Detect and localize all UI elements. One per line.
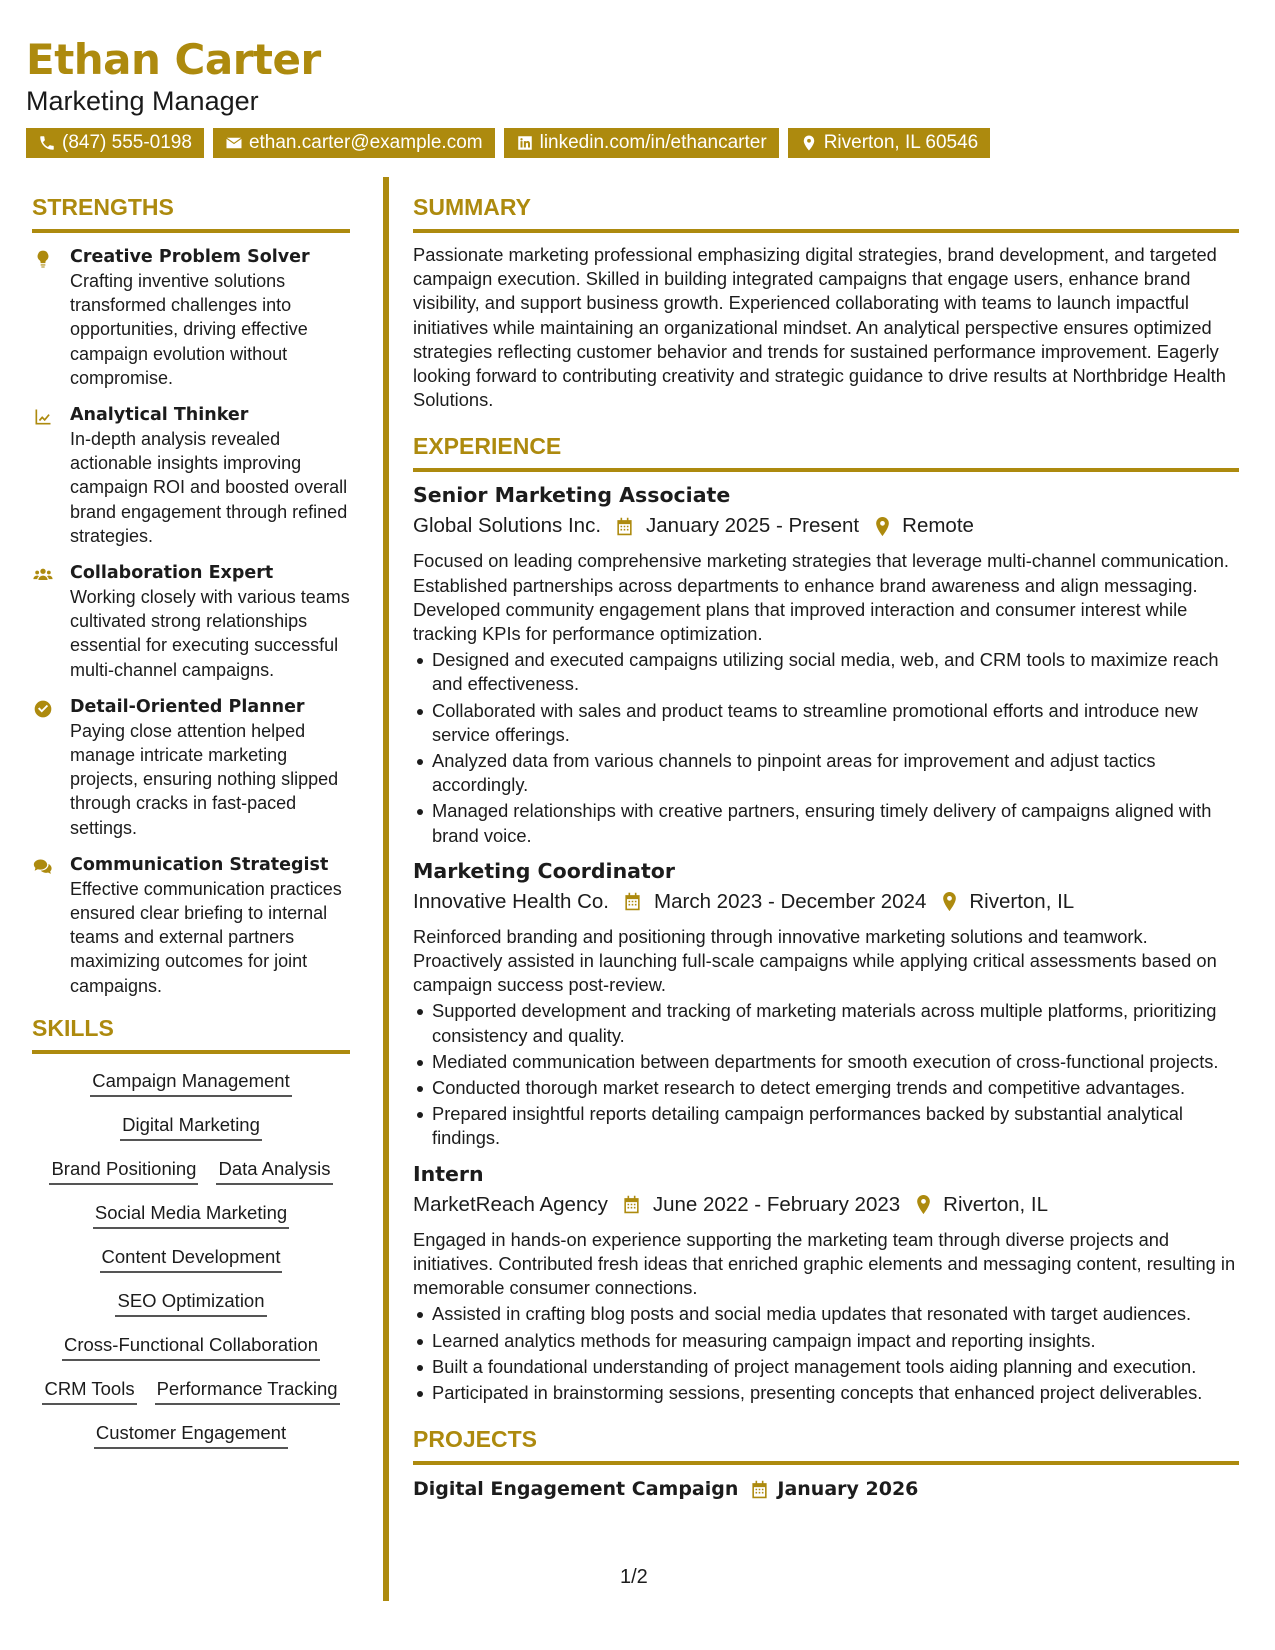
- job-location: Remote: [902, 514, 974, 538]
- job-entry: [413, 857, 1239, 1151]
- strength-item: [32, 245, 350, 390]
- chart-line-icon: [32, 407, 54, 427]
- strength-title: Analytical Thinker: [70, 405, 249, 426]
- strength-desc: In-depth analysis revealed actionable insights improving campaign ROI and boosted overall brand engagement through refined strategies.: [70, 429, 348, 546]
- experience-title: EXPERIENCE: [413, 433, 562, 460]
- location-pin-icon: [942, 892, 957, 911]
- column-divider: [383, 177, 389, 1601]
- skill-row: [32, 1112, 350, 1141]
- skills-rule: [32, 1050, 350, 1054]
- strength-desc: Effective communication practices ensured clear briefing to internal teams and external partners maximizing outcomes for joint campaigns.: [70, 878, 342, 996]
- skill-tag: Content Development: [100, 1244, 283, 1273]
- job-description: Focused on leading comprehensive marketing strategies that leverage multi-channel communication. Established partnerships across departments to enhance brand awareness and align messaging. Developed community engagement plans that improved interaction and consumer interest while tracking KPIs for performance optimization.: [413, 550, 1229, 645]
- strength-title: Collaboration Expert: [70, 563, 274, 584]
- job-bullet: Managed relationships with creative partners, ensuring timely delivery of campaigns aligned with brand voice.: [413, 799, 1239, 847]
- strength-item: [32, 403, 350, 548]
- strength-title: Communication Strategist: [70, 854, 329, 875]
- job-bullet: Prepared insightful reports detailing campaign performances backed by substantial analytical findings.: [413, 1102, 1239, 1150]
- job-meta: [413, 887, 1239, 917]
- candidate-name: Ethan Carter: [26, 35, 321, 84]
- job-bullet: Supported development and tracking of marketing materials across multiple platforms, prioritizing consistency and quality.: [413, 999, 1239, 1047]
- project-name: Digital Engagement Campaign: [413, 1478, 739, 1501]
- strengths-title: STRENGTHS: [32, 194, 174, 220]
- job-bullet: Mediated communication between departments for smooth execution of cross-functional projects.: [413, 1050, 1239, 1074]
- location-pin-icon: [800, 134, 818, 152]
- contact-phone[interactable]: [26, 128, 204, 158]
- strength-item: [32, 695, 350, 840]
- skill-tag: Social Media Marketing: [93, 1200, 289, 1229]
- left-column: [32, 193, 350, 1449]
- job-bullet: Participated in brainstorming sessions, presenting concepts that enhanced project deliverables.: [413, 1381, 1239, 1405]
- job-bullet: Conducted thorough market research to detect emerging trends and competitive advantages.: [413, 1076, 1239, 1100]
- calendar-icon: [750, 1480, 769, 1499]
- experience-section: [413, 432, 1239, 1405]
- job-meta: [413, 1190, 1239, 1220]
- projects-rule: [413, 1461, 1239, 1465]
- job-bullet: Designed and executed campaigns utilizing social media, web, and CRM tools to maximize reach and effectiveness.: [413, 648, 1239, 696]
- skill-tag: Campaign Management: [90, 1068, 291, 1097]
- job-bullets: [413, 1302, 1239, 1405]
- job-location: Riverton, IL: [943, 1192, 1048, 1216]
- job-dates: March 2023 - December 2024: [654, 889, 927, 913]
- skills-section: [32, 1014, 350, 1449]
- skill-row: [32, 1244, 350, 1273]
- job-company: Innovative Health Co.: [413, 889, 610, 913]
- skill-row: [32, 1288, 350, 1317]
- job-bullet: Assisted in crafting blog posts and social media updates that resonated with target audiences.: [413, 1302, 1239, 1326]
- summary-rule: [413, 229, 1239, 233]
- skill-row: [32, 1332, 350, 1361]
- calendar-icon: [615, 517, 634, 536]
- job-meta: [413, 511, 1239, 541]
- contact-email[interactable]: [213, 128, 495, 158]
- job-title: Intern: [413, 1161, 484, 1186]
- skill-row: [32, 1200, 350, 1229]
- job-bullets: [413, 999, 1239, 1150]
- job-dates: January 2025 - Present: [646, 514, 860, 538]
- strength-desc: Crafting inventive solutions transformed challenges into opportunities, driving effective campaign evolution without compromise.: [70, 271, 308, 388]
- linkedin-icon: [516, 134, 534, 152]
- location-pin-icon: [916, 1195, 931, 1214]
- skill-row: [32, 1068, 350, 1097]
- job-bullet: Collaborated with sales and product teams to streamline promotional efforts and introduce new service offerings.: [413, 699, 1239, 747]
- job-bullet: Learned analytics methods for measuring campaign impact and reporting insights.: [413, 1329, 1239, 1353]
- skill-tag: Cross-Functional Collaboration: [62, 1332, 320, 1361]
- skill-tag: Performance Tracking: [155, 1376, 340, 1405]
- skill-row: [32, 1376, 350, 1405]
- page-number: 1/2: [620, 1566, 648, 1588]
- strength-desc: Working closely with various teams cultivated strong relationships essential for executing successful multi-channel campaigns.: [70, 587, 350, 680]
- skills-list: [32, 1068, 350, 1449]
- calendar-icon: [623, 892, 642, 911]
- contact-linkedin[interactable]: [504, 128, 779, 158]
- summary-text: Passionate marketing professional emphasizing digital strategies, brand development, and targeted campaign execution. Skilled in building integrated campaigns that engage users, enhance brand visibility, and support business growth. Experienced collaborating with teams to launch impactful initiatives while maintaining an organizational mindset. An analytical perspective ensures optimized strategies reflecting customer behavior and trends for sustained performance improvement. Eagerly looking forward to contributing creativity and strategic guidance to drive results at Northbridge Health Solutions.: [413, 244, 1226, 411]
- phone-icon: [38, 134, 56, 152]
- experience-rule: [413, 468, 1239, 472]
- job-dates: June 2022 - February 2023: [652, 1192, 901, 1216]
- skills-title: SKILLS: [32, 1014, 114, 1041]
- skill-tag: Digital Marketing: [120, 1112, 262, 1141]
- skill-row: [32, 1420, 350, 1449]
- strength-title: Detail-Oriented Planner: [70, 696, 305, 717]
- strengths-list: [32, 245, 350, 998]
- strength-item: [32, 561, 350, 682]
- job-location: Riverton, IL: [969, 889, 1075, 913]
- job-company: Global Solutions Inc.: [413, 514, 602, 538]
- contact-phone-text: (847) 555-0198: [62, 132, 192, 153]
- users-icon: [32, 565, 54, 585]
- lightbulb-icon: [32, 249, 54, 269]
- job-description: Engaged in hands-on experience supporting the marketing team through diverse projects and initiatives. Contributed fresh ideas that enriched graphic elements and messaging content, resulting in memorable consumer connections.: [413, 1228, 1236, 1299]
- summary-title: SUMMARY: [413, 194, 531, 220]
- projects-title: PROJECTS: [413, 1426, 537, 1453]
- job-bullet: Analyzed data from various channels to pinpoint areas for improvement and adjust tactics accordingly.: [413, 749, 1239, 797]
- skill-tag: Customer Engagement: [94, 1420, 288, 1449]
- job-entry: [413, 481, 1239, 847]
- skill-tag: CRM Tools: [42, 1376, 136, 1405]
- contact-location: [788, 128, 991, 158]
- summary-section: [413, 193, 1239, 412]
- contact-bar: [26, 128, 1246, 158]
- calendar-icon: [622, 1195, 641, 1214]
- contact-location-text: Riverton, IL 60546: [823, 132, 979, 153]
- contact-linkedin-text: linkedin.com/in/ethancarter: [539, 132, 767, 153]
- check-circle-icon: [32, 699, 54, 719]
- skill-row: [32, 1156, 350, 1185]
- job-title: Marketing Coordinator: [413, 858, 676, 883]
- project-date: January 2026: [777, 1478, 919, 1501]
- right-column: [413, 193, 1239, 1503]
- strength-title: Creative Problem Solver: [70, 247, 310, 267]
- job-entry: [413, 1160, 1239, 1405]
- job-title: Senior Marketing Associate: [413, 483, 731, 508]
- strengths-section: [32, 193, 350, 998]
- job-company: MarketReach Agency: [413, 1192, 608, 1216]
- job-description: Reinforced branding and positioning through innovative marketing solutions and teamwork. Proactively assisted in launching full-scale campaigns while applying critical assessments based on campaign success post-review.: [413, 925, 1217, 996]
- skill-tag: Brand Positioning: [49, 1156, 198, 1185]
- resume-header: [26, 34, 1246, 158]
- project-entry: [413, 1475, 1239, 1503]
- envelope-icon: [225, 134, 243, 152]
- strength-item: [32, 853, 350, 998]
- strengths-rule: [32, 229, 350, 233]
- strength-desc: Paying close attention helped manage intricate marketing projects, ensuring nothing slipped through cracks in fast-paced settings.: [70, 720, 339, 838]
- skill-tag: SEO Optimization: [115, 1288, 266, 1317]
- comments-icon: [32, 857, 54, 877]
- job-bullet: Built a foundational understanding of project management tools aiding planning and execution.: [413, 1355, 1239, 1379]
- location-pin-icon: [875, 517, 890, 536]
- job-bullets: [413, 648, 1239, 848]
- skill-tag: Data Analysis: [216, 1156, 332, 1185]
- candidate-role: Marketing Manager: [26, 86, 259, 116]
- projects-section: [413, 1425, 1239, 1503]
- contact-email-text: ethan.carter@example.com: [248, 132, 483, 153]
